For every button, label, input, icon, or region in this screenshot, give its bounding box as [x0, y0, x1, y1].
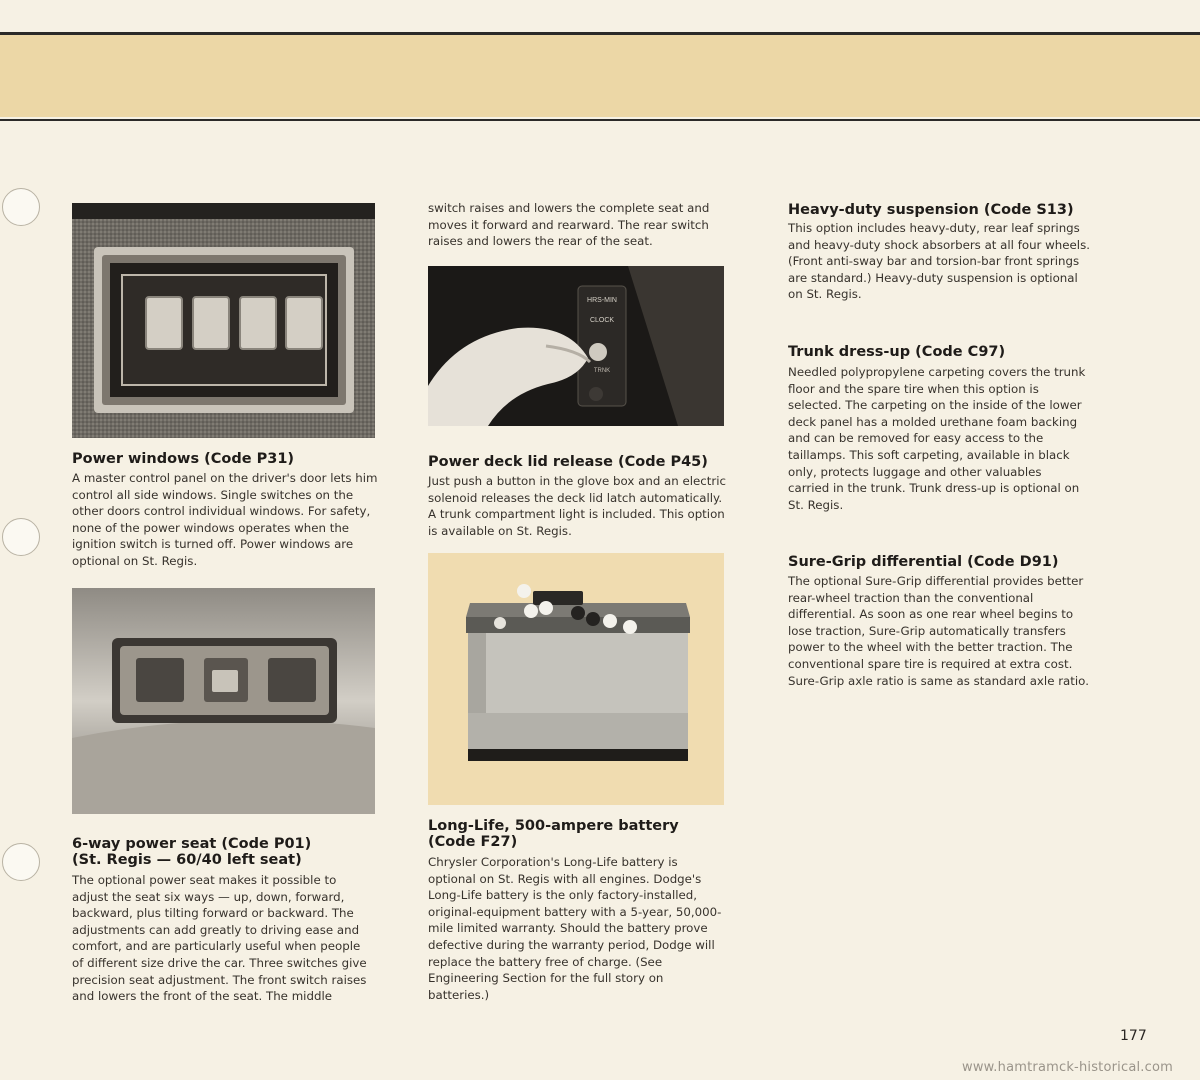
suregrip-title: Sure-Grip differential (Code D91)	[788, 554, 1059, 570]
battery-body: Chrysler Corporation's Long-Life battery is optional on St. Regis with all engines. Dodge's Long-Life battery is the only factory-installed, original-equipment battery with a 5-year, 50,000-mile limited warranty. Should the battery prove defective during the warranty period, Dodge will replace the battery free of charge. (See Engineering Section for the full story on batteries.)	[428, 855, 722, 1002]
suregrip-body: The optional Sure-Grip differential provides better rear-wheel traction than the conventional differential. As soon as one rear wheel begins to lose traction, Sure-Grip automatically transfers power to the wheel with the better traction. The conventional spare tire is required at extra cost. Sure-Grip axle ratio is same as standard axle ratio.	[788, 574, 1089, 688]
power-seat-body: The optional power seat makes it possible to adjust the seat six ways — up, down, forward, backward, plus tilting forward or backward. The adjustments can add greatly to driving ease and comfort, and are particularly useful when people of different size drive the car. Three switches give precision seat adjustment. The front switch raises and lowers the front of the seat. The middle	[72, 873, 367, 1004]
power-seat-switch-photo	[72, 588, 375, 814]
battery-title-line1: Long-Life, 500-ampere battery	[428, 818, 679, 834]
panel-label-clock: CLOCK	[589, 317, 615, 324]
trunk-body: Needled polypropylene carpeting covers the trunk floor and the spare tire when this option is selected. The carpeting on the inside of the lower deck panel has a molded urethane foam backing and can be removed for easy access to the taillamps. This soft carpeting, available in black only, protects luggage and other valuables carried in the trunk. Trunk dress-up is optional on St. Regis.	[788, 365, 1086, 512]
page-number: 177	[1120, 1028, 1147, 1044]
battery-photo	[428, 553, 724, 805]
deck-lid-body: Just push a button in the glove box and an electric solenoid releases the deck lid latch automatically. A trunk compartment light is included. This option is available on St. Regis.	[428, 474, 727, 538]
power-seat-title	[72, 836, 311, 868]
header-band	[0, 35, 1200, 117]
suspension-body: This option includes heavy-duty, rear leaf springs and heavy-duty shock absorbers at all four wheels. (Front anti-sway bar and torsion-bar front springs are standard.) Heavy-duty suspension is optional on St. Regis.	[788, 221, 1090, 302]
trunk-title: Trunk dress-up (Code C97)	[788, 344, 1006, 360]
power-window-switch-photo	[72, 203, 375, 438]
deck-lid-release-photo	[428, 266, 724, 426]
deck-lid-title: Power deck lid release (Code P45)	[428, 454, 708, 470]
battery-title	[428, 818, 679, 850]
power-seat-body-continued: switch raises and lowers the complete seat and moves it forward and rearward. The rear switch raises and lowers the rear of the seat.	[428, 201, 710, 249]
panel-label-hrs-min: HRS-MIN	[587, 297, 617, 304]
battery-title-line2: (Code F27)	[428, 834, 518, 850]
power-windows-body: A master control panel on the driver's door lets him control all side windows. Single switches on the other doors control individual windows. For safety, none of the power windows operates when the ignition switch is turned off. Power windows are optional on St. Regis.	[72, 471, 378, 568]
suspension-title: Heavy-duty suspension (Code S13)	[788, 202, 1074, 218]
header-rule-bottom	[0, 119, 1200, 121]
panel-label-trunk: TRNK	[593, 368, 611, 374]
binder-hole	[2, 843, 40, 881]
binder-hole	[2, 188, 40, 226]
power-seat-title-line2: (St. Regis — 60/40 left seat)	[72, 852, 302, 868]
watermark-url: www.hamtramck-historical.com	[962, 1060, 1173, 1075]
power-seat-title-line1: 6-way power seat (Code P01)	[72, 836, 312, 852]
binder-hole	[2, 518, 40, 556]
power-windows-title: Power windows (Code P31)	[72, 451, 295, 467]
